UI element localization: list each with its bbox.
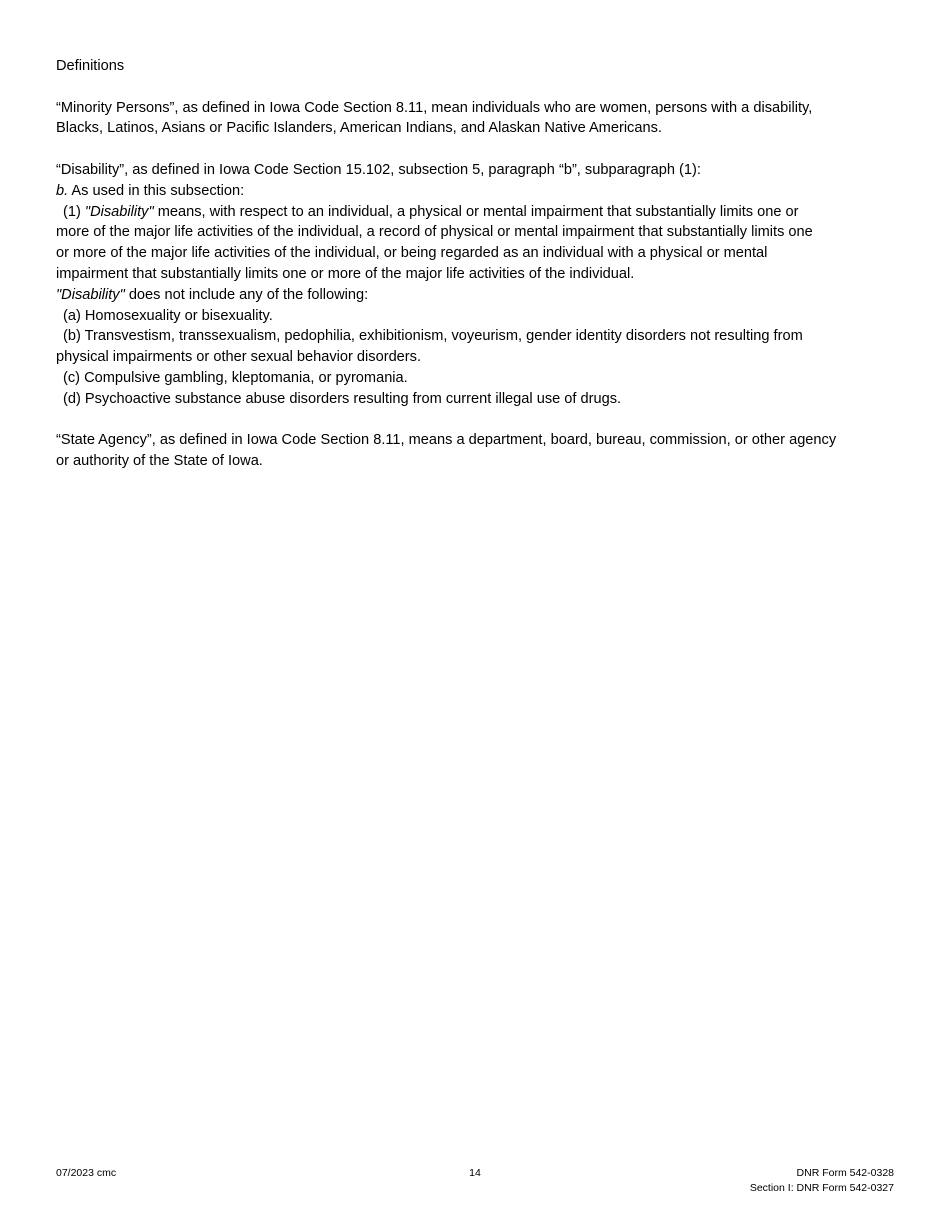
footer-section-form: Section I: DNR Form 542-0327 — [749, 1182, 894, 1194]
disability-definition — [56, 160, 892, 410]
item-1-term: "Disability" — [84, 203, 154, 220]
exclusion-intro — [56, 285, 892, 306]
minority-line-2: Blacks, Latinos, Asians or Pacific Islanders, American Indians, and Alaskan Native Americans. — [56, 120, 662, 137]
footer-form-number: DNR Form 542-0328 — [796, 1167, 894, 1179]
state-agency-line-2: or authority of the State of Iowa. — [56, 453, 263, 470]
disability-intro: “Disability”, as defined in Iowa Code Section 15.102, subsection 5, paragraph “b”, subparagraph (1): — [56, 161, 701, 178]
exclusion-item-c: (c) Compulsive gambling, kleptomania, or pyromania. — [63, 369, 408, 386]
subsection-b-label: b. — [56, 182, 69, 199]
spacer — [56, 410, 892, 431]
minority-persons-definition — [56, 98, 892, 140]
footer-form-info — [750, 1166, 894, 1196]
item-1-line-4: impairment that substantially limits one or more of the major life activities of the individual. — [56, 265, 635, 282]
exclusion-item-b-line-1: (b) Transvestism, transsexualism, pedophilia, exhibitionism, voyeurism, gender identity disorders not resulting from — [63, 328, 803, 345]
state-agency-line-1: “State Agency”, as defined in Iowa Code Section 8.11, means a department, board, bureau, commission, or other agency — [56, 432, 837, 449]
exclusion-term: "Disability" — [56, 286, 125, 303]
page-number: 14 — [469, 1167, 481, 1179]
exclusion-rest: does not include any of the following: — [124, 286, 369, 303]
state-agency-definition — [56, 430, 892, 472]
item-1-prefix: (1) — [63, 203, 85, 220]
page-content — [56, 56, 892, 472]
spacer — [56, 77, 892, 98]
section-heading: Definitions — [56, 58, 125, 74]
exclusion-item-b-line-2: physical impairments or other sexual behavior disorders. — [56, 349, 422, 366]
subsection-b-text: As used in this subsection: — [68, 182, 245, 199]
subsection-b — [56, 181, 892, 202]
item-1-line-1 — [56, 202, 892, 223]
item-1-line-3: or more of the major life activities of the individual, or being regarded as an individual with a physical or mental — [56, 245, 768, 262]
footer-date: 07/2023 cmc — [56, 1167, 117, 1179]
exclusion-item-d: (d) Psychoactive substance abuse disorders resulting from current illegal use of drugs. — [63, 390, 622, 407]
item-1-rest: means, with respect to an individual, a physical or mental impairment that substantially limits one or — [153, 203, 799, 220]
item-1-line-2: more of the major life activities of the individual, a record of physical or mental impairment that substantially limits one — [56, 224, 813, 241]
minority-line-1: “Minority Persons”, as defined in Iowa Code Section 8.11, mean individuals who are women, persons with a disability, — [56, 99, 813, 116]
spacer — [56, 139, 892, 160]
exclusion-item-a: (a) Homosexuality or bisexuality. — [63, 307, 273, 324]
